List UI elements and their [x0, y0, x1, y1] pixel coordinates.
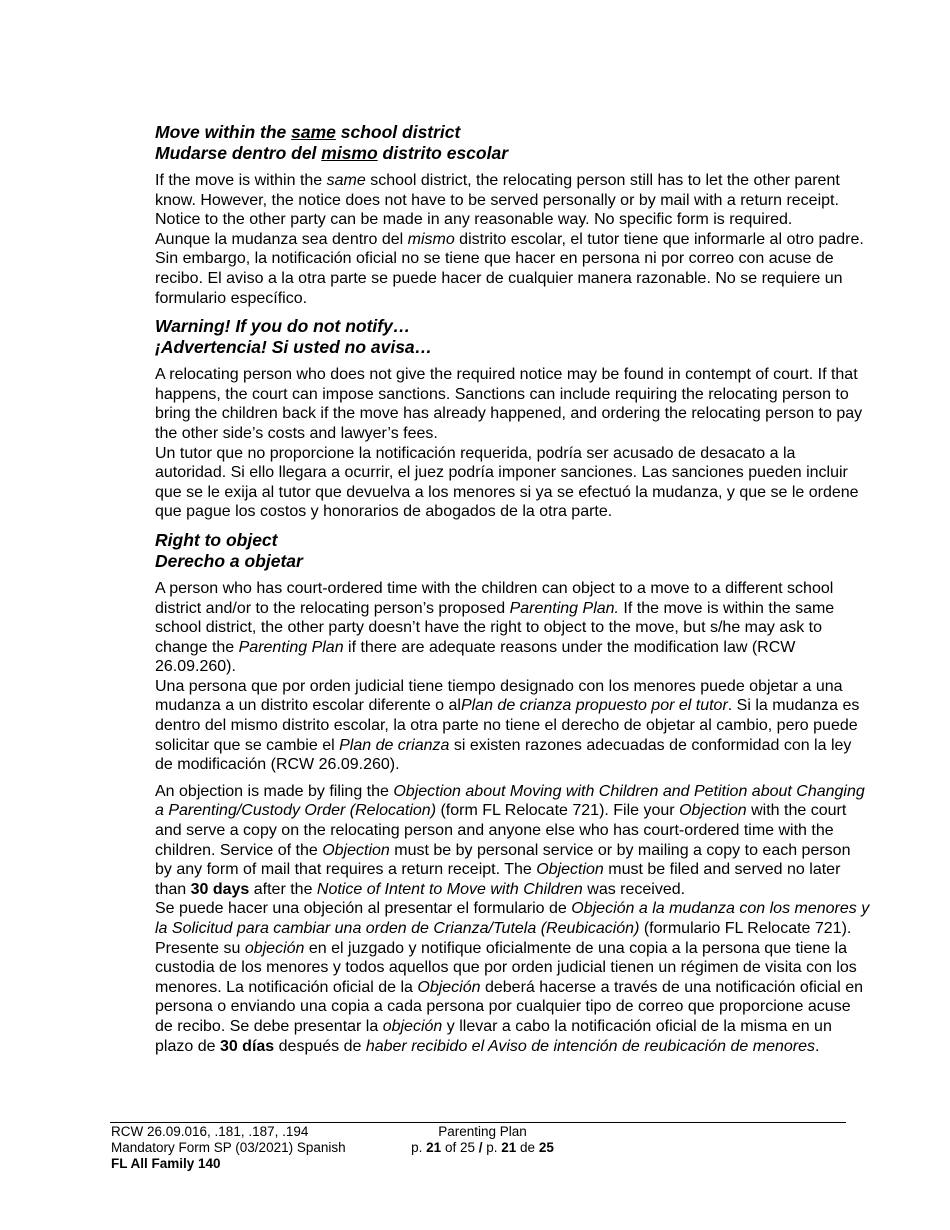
paragraph-objection-filing-es: Se puede hacer una objeción al presentar el formulario de Objeción a la mudanza con los menores y la Solicitud para cambiar una orden de Crianza/Tutela (Reubicación) (formulario FL Relocate 721). Presente su objeción en el juzgado y notifique oficialmente de una copia a la persona que tiene la custodia de los menores y todos aquellos que por orden judicial tienen un régimen de visita con los menores. La notificación oficial de la Objeción deberá hacerse a través de una notificación oficial en persona o enviando una copia a cada persona por cualquier tipo de correo que proporcione acuse de recibo. Se debe presentar la objeción y llevar a cabo la notificación oficial de la misma en un plazo de 30 días después de haber recibido el Aviso de intención de reubicación de menores.: [155, 900, 870, 1055]
footer-center: [405, 1124, 560, 1156]
heading-english: Move within the same school district: [155, 122, 461, 142]
page-content: [155, 122, 870, 1056]
heading-english: Warning! If you do not notify…: [155, 316, 411, 337]
heading-english: Right to object: [155, 529, 278, 550]
footer-left: [111, 1124, 346, 1172]
paragraph-warning-es: Un tutor que no proporcione la notificación requerida, podría ser acusado de desacato a la autoridad. Si ello llegara a ocurrir, el juez podría imponer sanciones. Las sanciones pueden incluir que se le exija al tutor que devuelva a los menores si ya se efectuó la mudanza, y que se le ordene que pague los costos y honorarios de abogados de la otra parte.: [155, 444, 859, 521]
footer-family: FL All Family 140: [111, 1156, 221, 1171]
footer-form-id: Mandatory Form SP (03/2021) Spanish: [111, 1140, 346, 1155]
heading-right-to-object: [155, 530, 870, 572]
paragraph-object-es: Una persona que por orden judicial tiene tiempo designado con los menores puede objetar a una mudanza a un distrito escolar diferente o alPlan de crianza propuesto por el tutor. Si la mudanza es dentro del mismo distrito escolar, la otra parte no tiene el derecho de objetar al cambio, pero puede solicitar que se cambie el Plan de crianza si existen razones adecuadas de conformidad con la ley de modificación (RCW 26.09.260).: [155, 677, 860, 774]
paragraph-objection-filing-en: An objection is made by filing the Objection about Moving with Children and Petition about Changing a Parenting/Custody Order (Relocation) (form FL Relocate 721). File your Objection with the court and serve a copy on the relocating person and anyone else who has court-ordered time with the children. Service of the Objection must be by personal service or by mailing a copy to each person by any form of mail that requires a return receipt. The Objection must be filed and served no later than 30 days after the Notice of Intent to Move with Children was received.: [155, 782, 865, 898]
footer-rcw: RCW 26.09.016, .181, .187, .194: [111, 1124, 309, 1139]
paragraph-same-district-es: Aunque la mudanza sea dentro del mismo distrito escolar, el tutor tiene que informarle al otro padre. Sin embargo, la notificación oficial no se tiene que hacer en persona ni por correo con acuse de recibo. El aviso a la otra parte se puede hacer de cualquier manera razonable. No se requiere un formulario específico.: [155, 230, 864, 307]
paragraph-same-district-en: If the move is within the same school district, the relocating person still has to let the other parent know. However, the notice does not have to be served personally or by mail with a return receipt. Notice to the other party can be made in any reasonable way. No specific form is required.: [155, 172, 840, 229]
heading-spanish: Mudarse dentro del mismo distrito escolar: [155, 143, 509, 163]
heading-spanish: Derecho a objetar: [155, 550, 303, 571]
footer-divider: [110, 1122, 846, 1123]
paragraph-warning-en: A relocating person who does not give the required notice may be found in contempt of court. If that happens, the court can impose sanctions. Sanctions can include requiring the relocating person to bring the children back if the move has already happened, and ordering the relocating person to pay the other side’s costs and lawyer’s fees.: [155, 366, 863, 442]
heading-spanish: ¡Advertencia! Si usted no avisa…: [155, 337, 433, 358]
heading-warning: [155, 316, 870, 358]
footer-title: Parenting Plan: [438, 1124, 527, 1139]
footer-page-number: p. 21 of 25 / p. 21 de 25: [411, 1140, 554, 1155]
heading-same-district: [155, 122, 870, 164]
paragraph-object-en: A person who has court-ordered time with the children can object to a move to a different school district and/or to the relocating person’s proposed Parenting Plan. If the move is within the same school district, the other party doesn’t have the right to object to the move, but s/he may ask to change the Parenting Plan if there are adequate reasons under the modification law (RCW 26.09.260).: [155, 579, 835, 676]
